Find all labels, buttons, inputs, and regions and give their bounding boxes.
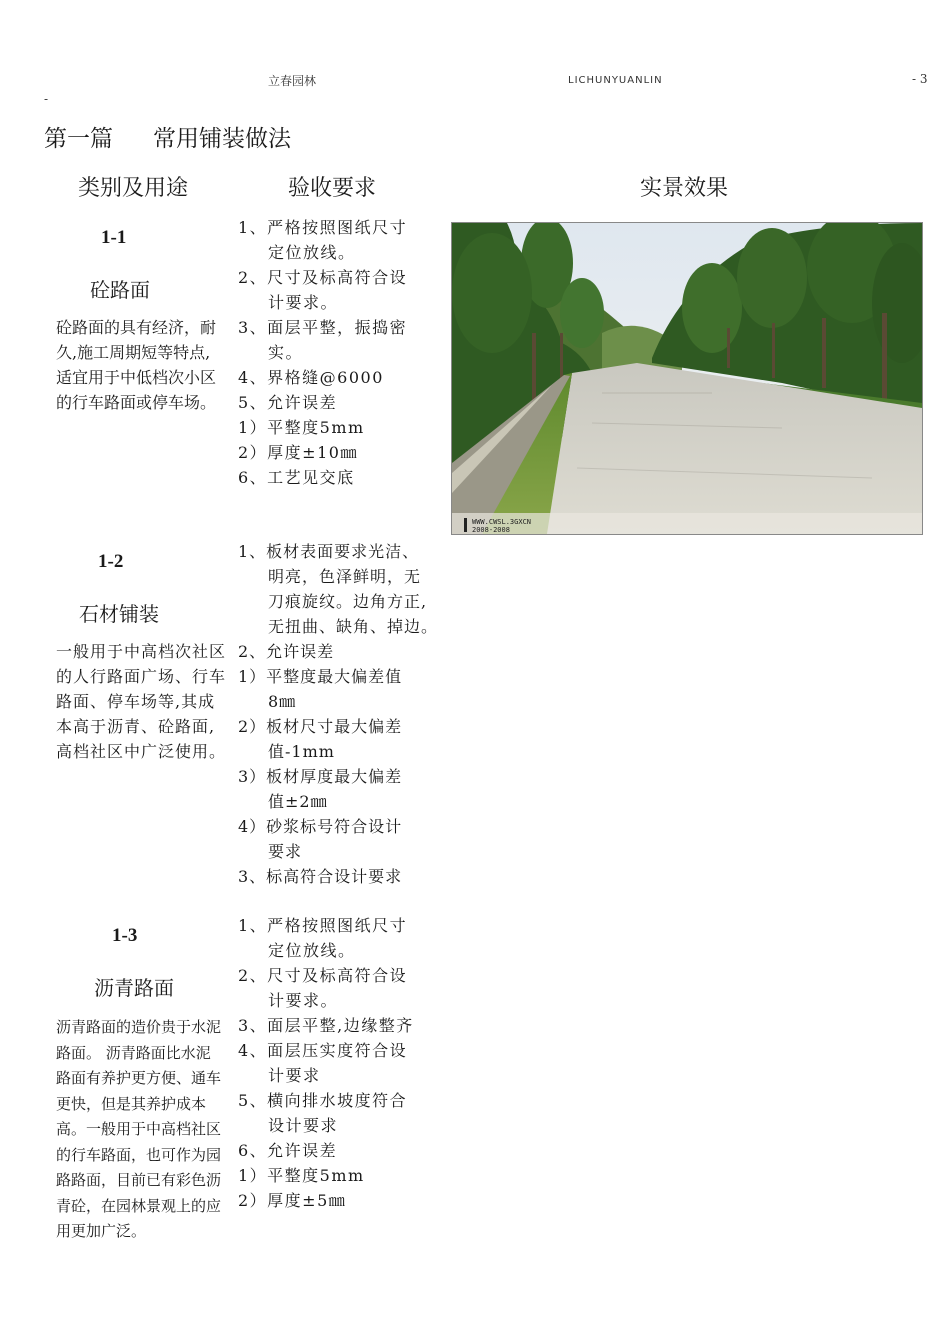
requirement-line: 值±2㎜ (268, 792, 328, 811)
requirement-line: 无扭曲、缺角、掉边。 (268, 617, 439, 636)
column-header-category: 类别及用途 (78, 176, 189, 201)
requirement-line: 3、面层平整，振捣密 (238, 318, 408, 337)
photo-watermark-year: 2008-2008 (472, 526, 510, 534)
requirement-line: 2）厚度±5㎜ (238, 1191, 347, 1210)
requirement-line: 刀痕旋纹。边角方正, (268, 592, 428, 611)
photo-watermark: WWW.CWSL.3GXCN (472, 518, 532, 526)
requirement-line: 计要求。 (268, 991, 339, 1010)
requirement-line: 3）板材厚度最大偏差 (238, 767, 403, 786)
requirements-list (238, 913, 414, 1213)
requirement-line: 4）砂浆标号符合设计 (238, 817, 403, 836)
requirement-line: 4、界格缝@6000 (238, 368, 384, 387)
requirement-line: 6、工艺见交底 (238, 468, 355, 487)
requirement-line: 3、标高符合设计要求 (238, 867, 403, 886)
item-name: 沥青路面 (94, 976, 174, 1000)
item-name: 石材铺装 (79, 602, 159, 626)
chapter-title: 常用铺装做法 (153, 126, 291, 152)
requirement-line: 5、允许误差 (238, 393, 338, 412)
page-number: - 3 (912, 72, 928, 86)
item-code: 1-3 (112, 925, 138, 946)
requirement-line: 定位放线。 (268, 941, 356, 960)
requirement-line: 8㎜ (268, 692, 297, 711)
requirements-list (238, 215, 407, 490)
requirement-line: 2、尺寸及标高符合设 (238, 966, 408, 985)
requirement-line: 计要求 (268, 1066, 321, 1085)
requirement-line: 设计要求 (268, 1116, 339, 1135)
requirement-line: 1）平整度最大偏差值 (238, 667, 403, 686)
column-header-acceptance: 验收要求 (288, 176, 377, 201)
requirement-line: 1）平整度5mm (238, 418, 365, 437)
requirement-line: 4、面层压实度符合设 (238, 1041, 408, 1060)
header-dash: - (44, 92, 49, 106)
item-description: 砼路面的具有经济，耐久,施工周期短等特点,适宜用于中低档次小区的行车路面或停车场。 (56, 318, 217, 412)
requirement-line: 要求 (268, 842, 303, 861)
requirement-line: 定位放线。 (268, 243, 356, 262)
item-description: 沥青路面的造价贵于水泥路面。 沥青路面比水泥路面有养护更方便、通车更快，但是其养护成本高。一般用于中高档社区的行车路面，也可作为园路路面，目前已有彩色沥青砼，在园林景观上的应用更加广泛。 (56, 1018, 222, 1240)
requirement-line: 2、允许误差 (238, 642, 335, 661)
header-left: 立春园林 (268, 74, 317, 88)
requirement-line: 值-1mm (268, 742, 335, 761)
requirement-line: 3、面层平整,边缘整齐 (238, 1016, 414, 1035)
item-name: 砼路面 (90, 278, 150, 302)
requirement-line: 1）平整度5mm (238, 1166, 365, 1185)
header-center: LICHUNYUANLIN (568, 75, 663, 86)
requirement-line: 计要求。 (268, 293, 339, 312)
requirements-list (238, 539, 438, 889)
requirement-line: 2）厚度±10㎜ (238, 443, 358, 462)
requirement-line: 明亮，色泽鲜明，无 (268, 567, 422, 586)
requirement-line: 1、板材表面要求光洁、 (238, 542, 420, 561)
item-description: 一般用于中高档次社区的人行路面广场、行车路面、停车场等,其成本高于沥青、砼路面,高档社区中广泛使用。 (56, 642, 227, 761)
requirement-line: 5、横向排水坡度符合 (238, 1091, 408, 1110)
requirement-line: 1、严格按照图纸尺寸 (238, 218, 408, 237)
requirement-line: 6、允许误差 (238, 1141, 338, 1160)
item-code: 1-2 (98, 551, 124, 572)
requirement-line: 1、严格按照图纸尺寸 (238, 916, 408, 935)
item-code: 1-1 (101, 227, 127, 248)
requirement-line: 实。 (268, 343, 304, 362)
concrete-road-photo (451, 222, 923, 535)
chapter-part: 第一篇 (44, 126, 113, 152)
column-header-effect: 实景效果 (640, 176, 729, 201)
requirement-line: 2、尺寸及标高符合设 (238, 268, 408, 287)
requirement-line: 2）板材尺寸最大偏差 (238, 717, 403, 736)
